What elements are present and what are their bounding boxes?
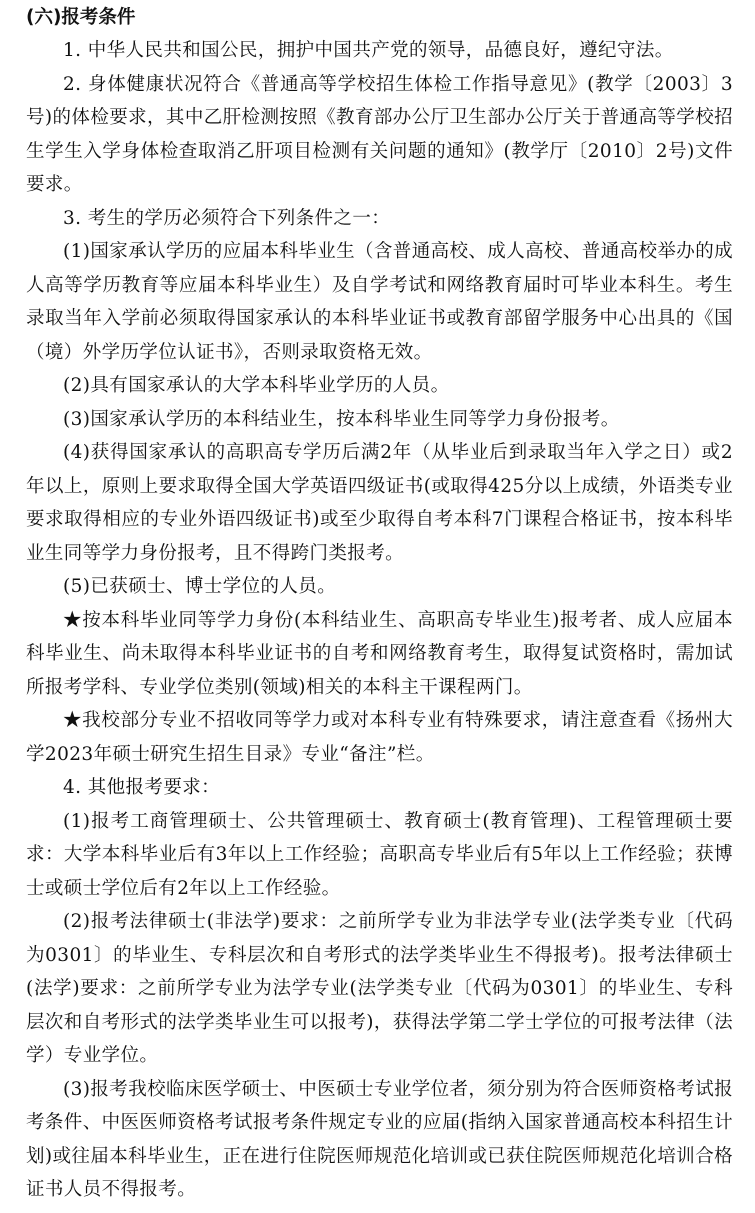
paragraph-education-4: (4)获得国家承认的高职高专学历后满2年（从毕业后到录取当年入学之日）或2年以上，原则上要求取得全国大学英语四级证书(或取得425分以上成绩，外语类专业要求取得相应的专业外语四级证书)或至少取得自考本科7门课程合格证书，按本科毕业生同等学力身份报考，且不得跨门类报考。 <box>26 442 733 564</box>
paragraph-education-5: (5)已获硕士、博士学位的人员。 <box>63 576 337 597</box>
paragraph-note-equivalent: ★按本科毕业同等学力身份(本科结业生、高职高专毕业生)报考者、成人应届本科毕业生、尚未取得本科毕业证书的自考和网络教育考生，取得复试资格时，需加试所报考学科、专业学位类别(领域)相关的本科主干课程两门。 <box>26 609 733 698</box>
paragraph-other-3: (3)报考我校临床医学硕士、中医硕士专业学位者，须分别为符合医师资格考试报考条件、中医医师资格考试报考条件规定专业的应届(指纳入国家普通高校本科招生计划)或往届本科毕业生，正在进行住院医师规范化培训或已获住院医师规范化培训合格证书人员不得报考。 <box>26 1078 734 1200</box>
paragraph-education-intro: 3. 考生的学历必须符合下列条件之一： <box>63 207 391 229</box>
paragraph-other-2: (2)报考法律硕士(非法学)要求：之前所学专业为非法学专业(法学类专业〔代码为0301〕的毕业生、专科层次和自考形式的法学类毕业生不得报考)。报考法律硕士(法学)要求：之前所学专业为法学专业(法学类专业〔代码为0301〕的毕业生、专科层次和自考形式的法学类毕业生可以报考)，获得法学第二学士学位的可报考法律（法学）专业学位。 <box>26 911 733 1066</box>
paragraph-education-2: (2)具有国家承认的大学本科毕业学历的人员。 <box>63 375 450 396</box>
paragraph-education-3: (3)国家承认学历的本科结业生，按本科毕业生同等学力身份报考。 <box>63 408 620 430</box>
section-heading: (六)报考条件 <box>26 7 136 28</box>
paragraph-citizenship: 1. 中华人民共和国公民，拥护中国共产党的领导，品德良好，遵纪守法。 <box>63 40 674 61</box>
paragraph-education-1: (1)国家承认学历的应届本科毕业生（含普通高校、成人高校、普通高校举办的成人高等学历教育等应届本科毕业生）及自学考试和网络教育届时可毕业本科生。考生录取当年入学前必须取得国家承认的本科毕业证书或教育部留学服务中心出具的《国（境）外学历学位认证书》，否则录取资格无效。 <box>26 241 734 363</box>
paragraph-other-1: (1)报考工商管理硕士、公共管理硕士、教育硕士(教育管理)、工程管理硕士要求：大学本科毕业后有3年以上工作经验；高职高专毕业后有5年以上工作经验；获博士或硕士学位后有2年以上工作经验。 <box>26 810 733 899</box>
paragraph-health: 2. 身体健康状况符合《普通高等学校招生体检工作指导意见》(教学〔2003〕3号)的体检要求，其中乙肝检测按照《教育部办公厅卫生部办公厅关于普通高等学校招生学生入学身体检查取消乙肝项目检测有关问题的通知》(教学厅〔2010〕2号)文件要求。 <box>26 73 733 195</box>
paragraph-note-catalog: ★我校部分专业不招收同等学力或对本科专业有特殊要求，请注意查看《扬州大学2023年硕士研究生招生目录》专业“备注”栏。 <box>26 710 733 765</box>
paragraph-other-intro: 4. 其他报考要求： <box>63 777 221 798</box>
